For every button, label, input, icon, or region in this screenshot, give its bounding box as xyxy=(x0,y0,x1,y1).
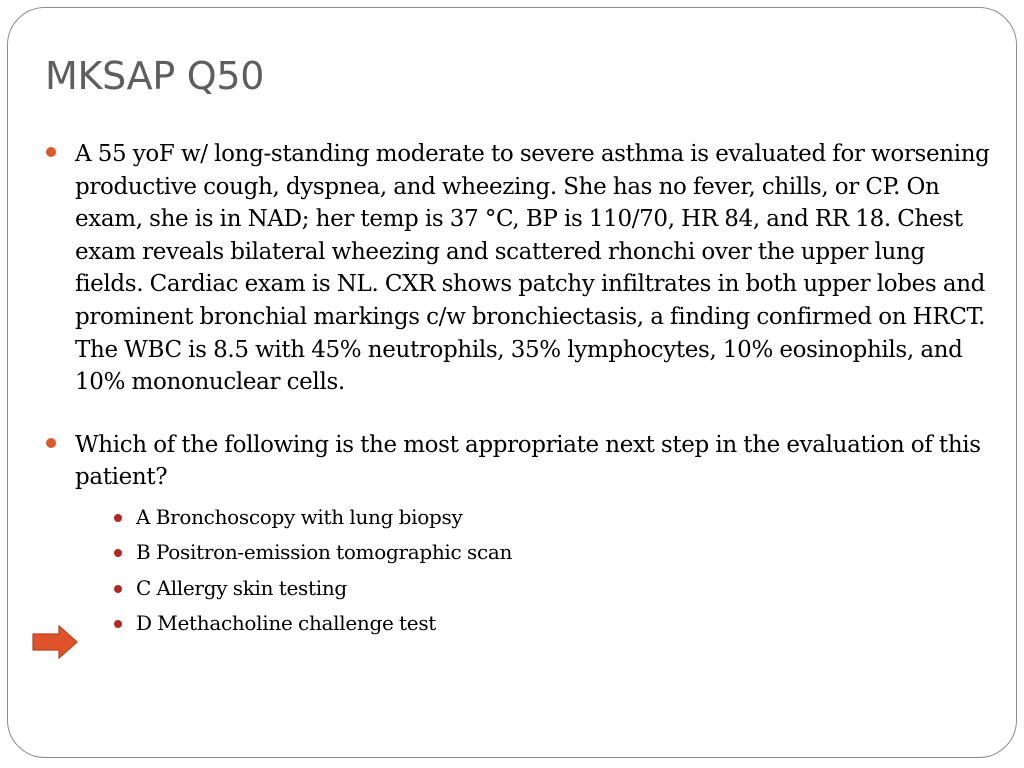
case-paragraph xyxy=(45,138,990,399)
answer-option-c xyxy=(105,571,990,607)
answer-option-b xyxy=(105,535,990,571)
right-arrow-shape xyxy=(33,626,77,658)
answer-option-label: C Allergy skin testing xyxy=(136,575,347,600)
case-text: A 55 yoF w/ long-standing moderate to severe asthma is evaluated for worsening productive cough, dyspnea, and wheezing. She has no fever, chills, or CP. On exam, she is in NAD; her temp is 37 °C, BP is 110/70, HR 84, and RR 18. Chest exam reveals bilateral wheezing and scattered rhonchi over the upper lung fields. Cardiac exam is NL. CXR shows patchy infiltrates in both upper lobes and prominent bronchial markings c/w bronchiectasis, a finding confirmed on HRCT. The WBC is 8.5 with 45% neutrophils, 35% lymphocytes, 10% eosinophils, and 10% mononuclear cells. xyxy=(75,141,990,396)
answer-option-d xyxy=(105,606,990,642)
slide-frame xyxy=(7,7,1017,758)
slide-body xyxy=(45,138,990,642)
sub-bullet-dot-icon xyxy=(114,620,122,628)
sub-bullet-dot-icon xyxy=(114,549,122,557)
answer-options xyxy=(75,500,990,642)
question-text: Which of the following is the most appropriate next step in the evaluation of this patient? xyxy=(75,431,981,491)
right-arrow-icon xyxy=(32,625,78,659)
sub-bullet-dot-icon xyxy=(114,514,122,522)
bullet-dot-icon xyxy=(46,438,56,448)
sub-bullet-dot-icon xyxy=(114,585,122,593)
answer-option-label: D Methacholine challenge test xyxy=(136,611,437,636)
answer-option-label: A Bronchoscopy with lung biopsy xyxy=(136,504,463,529)
bullet-dot-icon xyxy=(46,147,56,157)
answer-option-a xyxy=(105,500,990,536)
slide-title: MKSAP Q50 xyxy=(45,54,265,98)
answer-option-label: B Positron-emission tomographic scan xyxy=(136,540,513,565)
question-paragraph xyxy=(45,429,990,642)
